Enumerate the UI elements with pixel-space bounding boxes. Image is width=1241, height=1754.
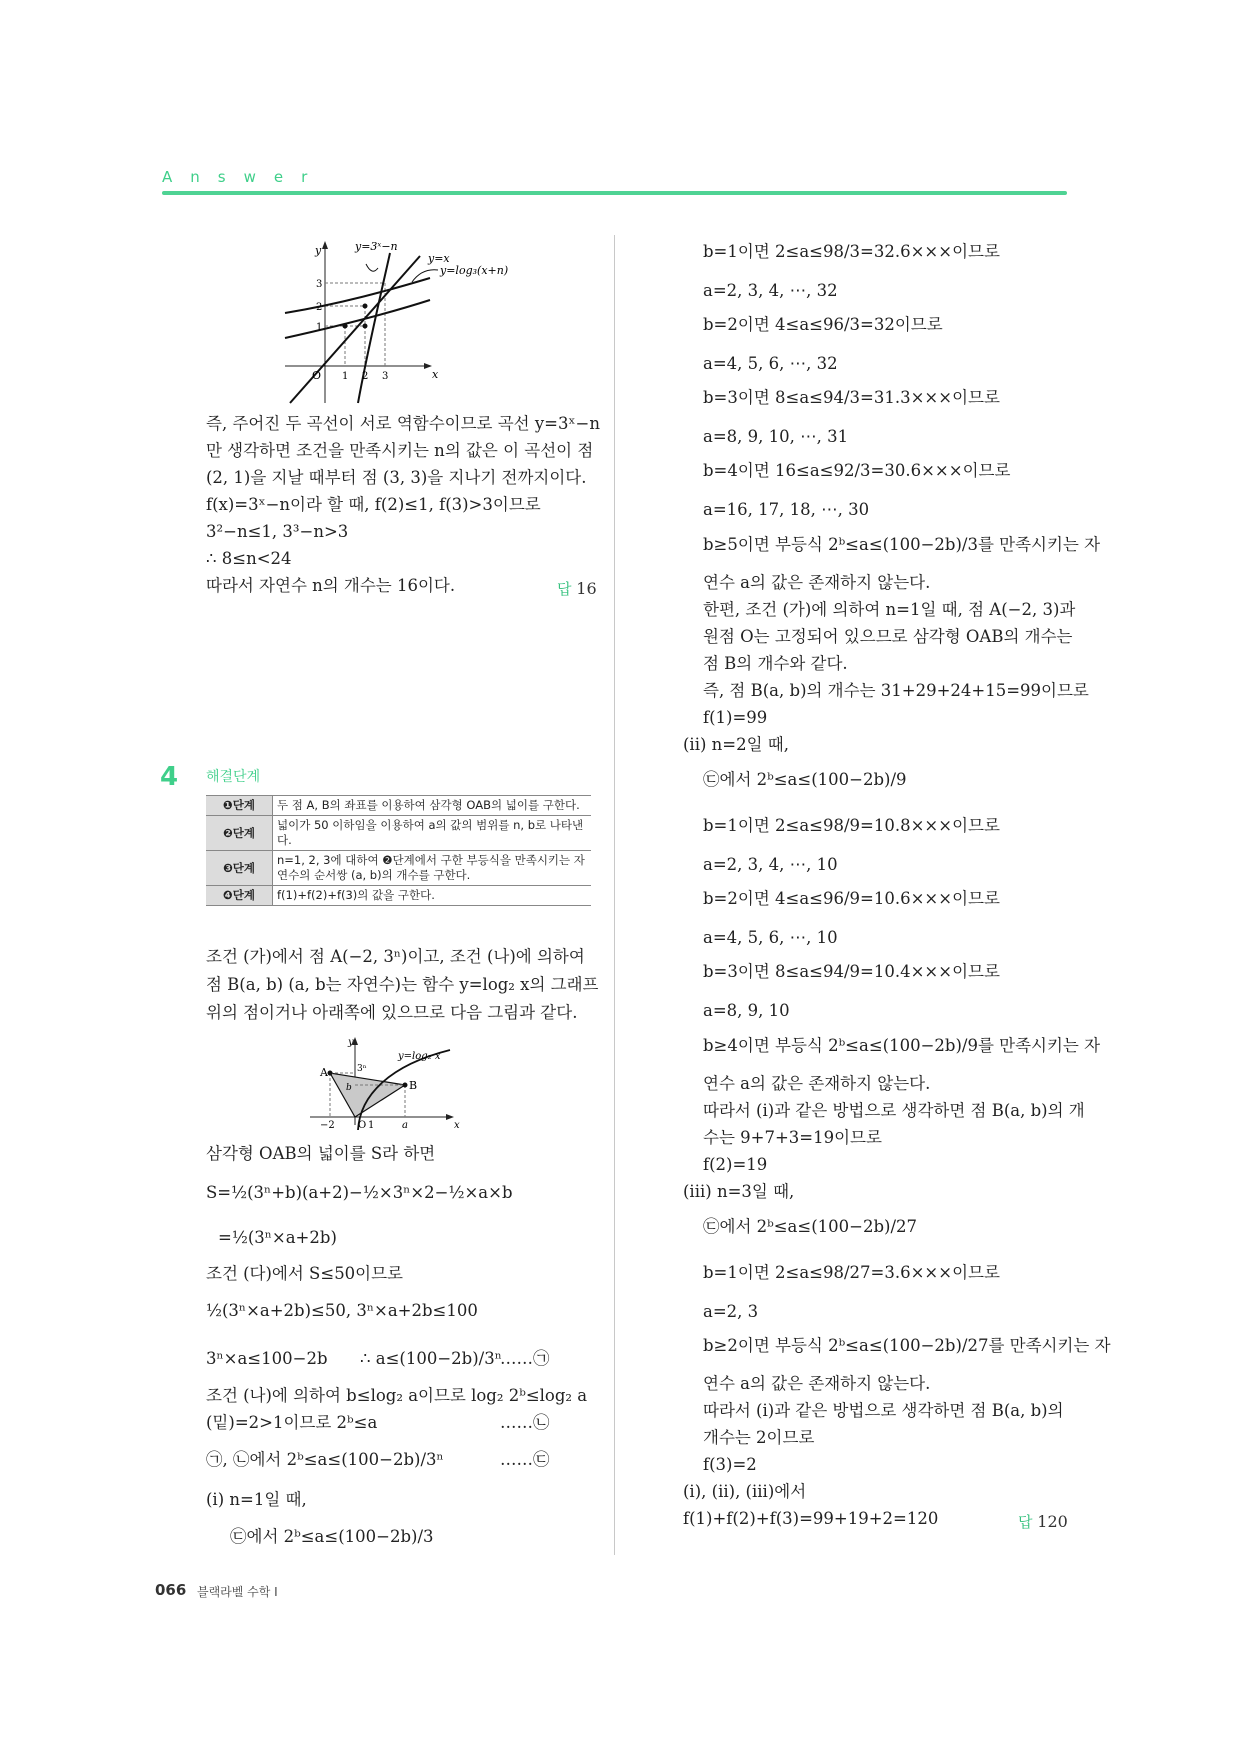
graph2-x-label: x [454,1120,460,1130]
case-1-heading: (i) n=1일 때, [206,1490,307,1509]
p4-line-6: 조건 (나)에 의하여 b≤log₂ a이므로 log₂ 2ᵇ≤log₂ a [206,1386,588,1405]
r-line-17: b=1이면 2≤a≤98/9=10.8×××이므로 [703,816,1000,835]
graph1-tick-x3: 3 [382,371,389,382]
graph2-tick-1: 1 [368,1120,375,1130]
problem-number: 4 [160,762,179,792]
r-line-7: b=4이면 16≤a≤92/3=30.6×××이므로 [703,461,1011,480]
r-line-31: b≥2이면 부등식 2ᵇ≤a≤(100−2b)/27를 만족시키는 자 [703,1336,1111,1355]
r-line-30: a=2, 3 [703,1302,759,1321]
r-line-35: f(3)=2 [703,1455,757,1474]
header-title: Answer [162,168,326,186]
r-line-26: 수는 9+7+3=19이므로 [703,1128,882,1147]
r-line-23: b≥4이면 부등식 2ᵇ≤a≤(100−2b)/9를 만족시키는 자 [703,1036,1101,1055]
step-label: ❹단계 [206,886,273,906]
p3-answer-label: 답 [557,580,572,598]
p3-line-3: (2, 1)을 지날 때부터 점 (3, 3)을 지나기 전까지이다. [206,468,587,487]
graph1-y-label: y [315,244,322,257]
solution-steps-table [206,795,591,906]
r-line-15: f(1)=99 [703,708,768,727]
p4-line-3: 위의 점이거나 아래쪽에 있으므로 다음 그림과 같다. [206,1003,578,1022]
r-line-5: b=3이면 8≤a≤94/3=31.3×××이므로 [703,388,1000,407]
step-text: f(1)+f(2)+f(3)의 값을 구한다. [273,886,592,906]
eq-area-4a: 3ⁿ×a≤100−2b [206,1349,328,1368]
eq-area-1: S=½(3ⁿ+b)(a+2)−½×3ⁿ×2−½×a×b [206,1183,513,1202]
p4-line-5: 조건 (다)에서 S≤50이므로 [206,1264,404,1283]
final-answer [1018,1511,1068,1532]
page-number: 066 [155,1581,187,1599]
step-text: n=1, 2, 3에 대하여 ❷단계에서 구한 부등식을 만족시키는 자연수의 순서쌍 (a, b)의 개수를 구한다. [273,851,592,886]
r-line-18: a=2, 3, 4, ⋯, 10 [703,855,838,874]
step-text: 넓이가 50 이하임을 이용하여 a의 값의 범위를 n, b로 나타낸다. [273,816,592,851]
graph1-origin: O [312,369,322,382]
graph1-x-label: x [432,368,439,381]
mark-3: ……㉢ [500,1450,550,1469]
p4-line-1: 조건 (가)에서 점 A(−2, 3ⁿ)이고, 조건 (나)에 의하여 [206,947,585,966]
p3-line-1: 즉, 주어진 두 곡선이 서로 역함수이므로 곡선 y=3ˣ−n [206,414,600,433]
eq-area-5: ㉠, ㉡에서 2ᵇ≤a≤(100−2b)/3ⁿ [206,1450,444,1469]
p3-answer [557,578,597,599]
r-line-16: ㉢에서 2ᵇ≤a≤(100−2b)/9 [703,770,907,789]
graph1-exp-label: y=3ˣ−n [355,240,398,253]
graph1-tick-y1: 1 [316,322,323,333]
p4-line-7: (밑)=2>1이므로 2ᵇ≤a [206,1413,378,1432]
r-line-2: a=2, 3, 4, ⋯, 32 [703,281,838,300]
graph-triangle-oab [310,1035,520,1130]
graph2-y-label: y [348,1037,354,1048]
r-line-24: 연수 a의 값은 존재하지 않는다. [703,1074,931,1093]
r-line-32: 연수 a의 값은 존재하지 않는다. [703,1374,931,1393]
step-row [206,886,591,906]
graph2-point-a: A [320,1066,328,1079]
r-line-33: 따라서 (i)과 같은 방법으로 생각하면 점 B(a, b)의 [703,1401,1064,1420]
eq-area-3: ½(3ⁿ×a+2b)≤50, 3ⁿ×a+2b≤100 [206,1301,478,1320]
graph2-3n-label: 3ⁿ [357,1064,367,1074]
p3-line-4: f(x)=3ˣ−n이라 할 때, f(2)≤1, f(3)>3이므로 [206,495,541,514]
final-answer-value: 120 [1037,1512,1068,1531]
r-line-12: 원점 O는 고정되어 있으므로 삼각형 OAB의 개수는 [703,627,1073,646]
r-line-25: 따라서 (i)과 같은 방법으로 생각하면 점 B(a, b)의 개 [703,1101,1085,1120]
case-1-equation: ㉢에서 2ᵇ≤a≤(100−2b)/3 [230,1527,434,1546]
book-title: 블랙라벨 수학 I [197,1585,278,1599]
r-line-22: a=8, 9, 10 [703,1001,790,1020]
graph1-tick-x2: 2 [362,371,369,382]
r-line-3: b=2이면 4≤a≤96/3=32이므로 [703,315,943,334]
column-divider [614,235,615,1555]
graph1-tick-y2: 2 [316,302,323,313]
graph2-point-b: B [409,1079,418,1092]
case-2-heading: (ii) n=2일 때, [683,735,789,754]
case-3-heading: (iii) n=3일 때, [683,1182,795,1201]
mark-2: ……㉡ [500,1413,550,1432]
r-line-11: 한편, 조건 (가)에 의하여 n=1일 때, 점 A(−2, 3)과 [703,600,1076,619]
r-line-13: 점 B의 개수와 같다. [703,654,848,673]
r-line-36: (i), (ii), (iii)에서 [683,1482,807,1501]
solution-steps-label: 해결단계 [206,769,261,785]
r-line-37: f(1)+f(2)+f(3)=99+19+2=120 [683,1509,939,1528]
r-line-10: 연수 a의 값은 존재하지 않는다. [703,573,931,592]
step-row [206,816,591,851]
p3-line-7: 따라서 자연수 n의 개수는 16이다. [206,576,456,595]
p3-line-6: ∴ 8≤n<24 [206,549,292,568]
r-line-29: b=1이면 2≤a≤98/27=3.6×××이므로 [703,1263,1000,1282]
p3-line-2: 만 생각하면 조건을 만족시키는 n의 값은 이 곡선이 점 [206,441,594,460]
r-line-1: b=1이면 2≤a≤98/3=32.6×××이므로 [703,242,1000,261]
r-line-19: b=2이면 4≤a≤96/9=10.6×××이므로 [703,889,1000,908]
p4-line-2: 점 B(a, b) (a, b는 자연수)는 함수 y=log₂ x의 그래프 [206,975,599,994]
step-row [206,851,591,886]
graph-inverse-functions [280,238,530,408]
graph2-origin: O [358,1120,367,1130]
r-line-21: b=3이면 8≤a≤94/9=10.4×××이므로 [703,962,1000,981]
r-line-34: 개수는 2이므로 [703,1428,815,1447]
step-row [206,796,591,816]
r-line-8: a=16, 17, 18, ⋯, 30 [703,500,870,519]
graph2-tick-m2: −2 [320,1120,335,1130]
r-line-9: b≥5이면 부등식 2ᵇ≤a≤(100−2b)/3를 만족시키는 자 [703,535,1101,554]
graph1-tick-x1: 1 [342,371,349,382]
step-label: ❸단계 [206,851,273,886]
step-text: 두 점 A, B의 좌표를 이용하여 삼각형 OAB의 넓이를 구한다. [273,796,592,816]
step-label: ❶단계 [206,796,273,816]
final-answer-label: 답 [1018,1513,1033,1531]
mark-1: ……㉠ [500,1349,550,1368]
p3-line-5: 3²−n≤1, 3³−n>3 [206,522,349,541]
r-line-6: a=8, 9, 10, ⋯, 31 [703,427,849,446]
r-line-14: 즉, 점 B(a, b)의 개수는 31+29+24+15=99이므로 [703,681,1089,700]
r-line-27: f(2)=19 [703,1155,768,1174]
graph1-id-label: y=x [428,252,450,265]
r-line-20: a=4, 5, 6, ⋯, 10 [703,928,838,947]
graph2-curve-label: y=log₂ x [398,1051,441,1062]
step-label: ❷단계 [206,816,273,851]
graph2-b-label: b [346,1083,352,1093]
p3-answer-value: 16 [576,579,597,598]
graph1-log-label: y=log₃(x+n) [440,264,509,277]
p4-line-4: 삼각형 OAB의 넓이를 S라 하면 [206,1144,436,1163]
r-line-4: a=4, 5, 6, ⋯, 32 [703,354,838,373]
graph1-tick-y3: 3 [316,279,323,290]
graph2-tick-a: a [402,1120,408,1130]
header-bar [162,191,1067,195]
r-line-28: ㉢에서 2ᵇ≤a≤(100−2b)/27 [703,1217,918,1236]
eq-area-2: =½(3ⁿ×a+2b) [218,1228,337,1247]
eq-area-4b: ∴ a≤(100−2b)/3ⁿ [360,1349,502,1368]
